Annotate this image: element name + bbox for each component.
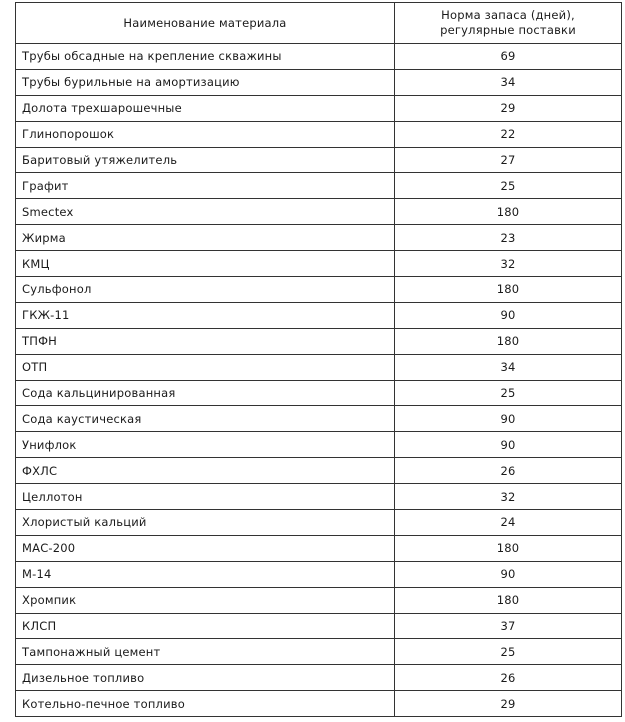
table-row	[16, 44, 622, 70]
material-name-cell: Сода кальцинированная	[16, 380, 395, 406]
table-row	[16, 613, 622, 639]
material-name-cell: М-14	[16, 561, 395, 587]
stock-days-cell: 24	[395, 510, 622, 536]
stock-days-cell: 180	[395, 199, 622, 225]
table-row	[16, 69, 622, 95]
stock-days-cell: 26	[395, 665, 622, 691]
material-name-cell: Хлористый кальций	[16, 510, 395, 536]
table-row	[16, 561, 622, 587]
stock-days-cell: 29	[395, 691, 622, 717]
stock-days-cell: 25	[395, 380, 622, 406]
stock-days-cell: 22	[395, 121, 622, 147]
stock-days-cell: 34	[395, 354, 622, 380]
material-name-cell: Трубы обсадные на крепление скважины	[16, 44, 395, 70]
material-name-cell: КМЦ	[16, 251, 395, 277]
table-row	[16, 328, 622, 354]
material-name-cell: Котельно-печное топливо	[16, 691, 395, 717]
table-row	[16, 432, 622, 458]
material-name-cell: Хромпик	[16, 587, 395, 613]
stock-days-cell: 37	[395, 613, 622, 639]
stock-days-cell: 32	[395, 484, 622, 510]
material-name-cell: ТПФН	[16, 328, 395, 354]
material-name-cell: Сода каустическая	[16, 406, 395, 432]
table-row	[16, 302, 622, 328]
table-row	[16, 535, 622, 561]
stock-days-cell: 180	[395, 535, 622, 561]
table-row	[16, 587, 622, 613]
stock-days-cell: 90	[395, 302, 622, 328]
materials-table	[15, 2, 622, 717]
stock-days-cell: 34	[395, 69, 622, 95]
table-row	[16, 277, 622, 303]
material-name-cell: Целлотон	[16, 484, 395, 510]
table-row	[16, 484, 622, 510]
table-row	[16, 147, 622, 173]
table-row	[16, 406, 622, 432]
material-name-cell: Графит	[16, 173, 395, 199]
stock-days-cell: 180	[395, 277, 622, 303]
table-row	[16, 95, 622, 121]
material-name-cell: Глинопорошок	[16, 121, 395, 147]
stock-days-cell: 90	[395, 561, 622, 587]
material-name-cell: Smectex	[16, 199, 395, 225]
stock-days-cell: 180	[395, 587, 622, 613]
table-row	[16, 458, 622, 484]
stock-days-cell: 90	[395, 406, 622, 432]
table-row	[16, 251, 622, 277]
stock-days-cell: 25	[395, 173, 622, 199]
table-header-row	[16, 3, 622, 44]
stock-days-cell: 23	[395, 225, 622, 251]
material-name-cell: Сульфонол	[16, 277, 395, 303]
table-row	[16, 691, 622, 717]
header-material-name: Наименование материала	[16, 3, 395, 44]
material-name-cell: ГКЖ-11	[16, 302, 395, 328]
table-row	[16, 225, 622, 251]
table-row	[16, 354, 622, 380]
material-name-cell: Тампонажный цемент	[16, 639, 395, 665]
material-name-cell: КЛСП	[16, 613, 395, 639]
header-stock-norm-line2: регулярные поставки	[440, 23, 576, 37]
table-row	[16, 173, 622, 199]
material-name-cell: ОТП	[16, 354, 395, 380]
stock-days-cell: 26	[395, 458, 622, 484]
material-name-cell: Жирма	[16, 225, 395, 251]
material-name-cell: ФХЛС	[16, 458, 395, 484]
material-name-cell: Дизельное топливо	[16, 665, 395, 691]
table-row	[16, 380, 622, 406]
table-row	[16, 199, 622, 225]
material-name-cell: МАС-200	[16, 535, 395, 561]
stock-days-cell: 29	[395, 95, 622, 121]
stock-days-cell: 27	[395, 147, 622, 173]
material-name-cell: Трубы бурильные на амортизацию	[16, 69, 395, 95]
stock-days-cell: 32	[395, 251, 622, 277]
material-name-cell: Баритовый утяжелитель	[16, 147, 395, 173]
table-row	[16, 121, 622, 147]
header-stock-norm	[395, 3, 622, 44]
stock-days-cell: 90	[395, 432, 622, 458]
stock-days-cell: 69	[395, 44, 622, 70]
table-row	[16, 510, 622, 536]
stock-days-cell: 180	[395, 328, 622, 354]
material-name-cell: Долота трехшарошечные	[16, 95, 395, 121]
table-row	[16, 639, 622, 665]
table-row	[16, 665, 622, 691]
header-stock-norm-line1: Норма запаса (дней),	[441, 8, 575, 22]
stock-days-cell: 25	[395, 639, 622, 665]
material-name-cell: Унифлок	[16, 432, 395, 458]
